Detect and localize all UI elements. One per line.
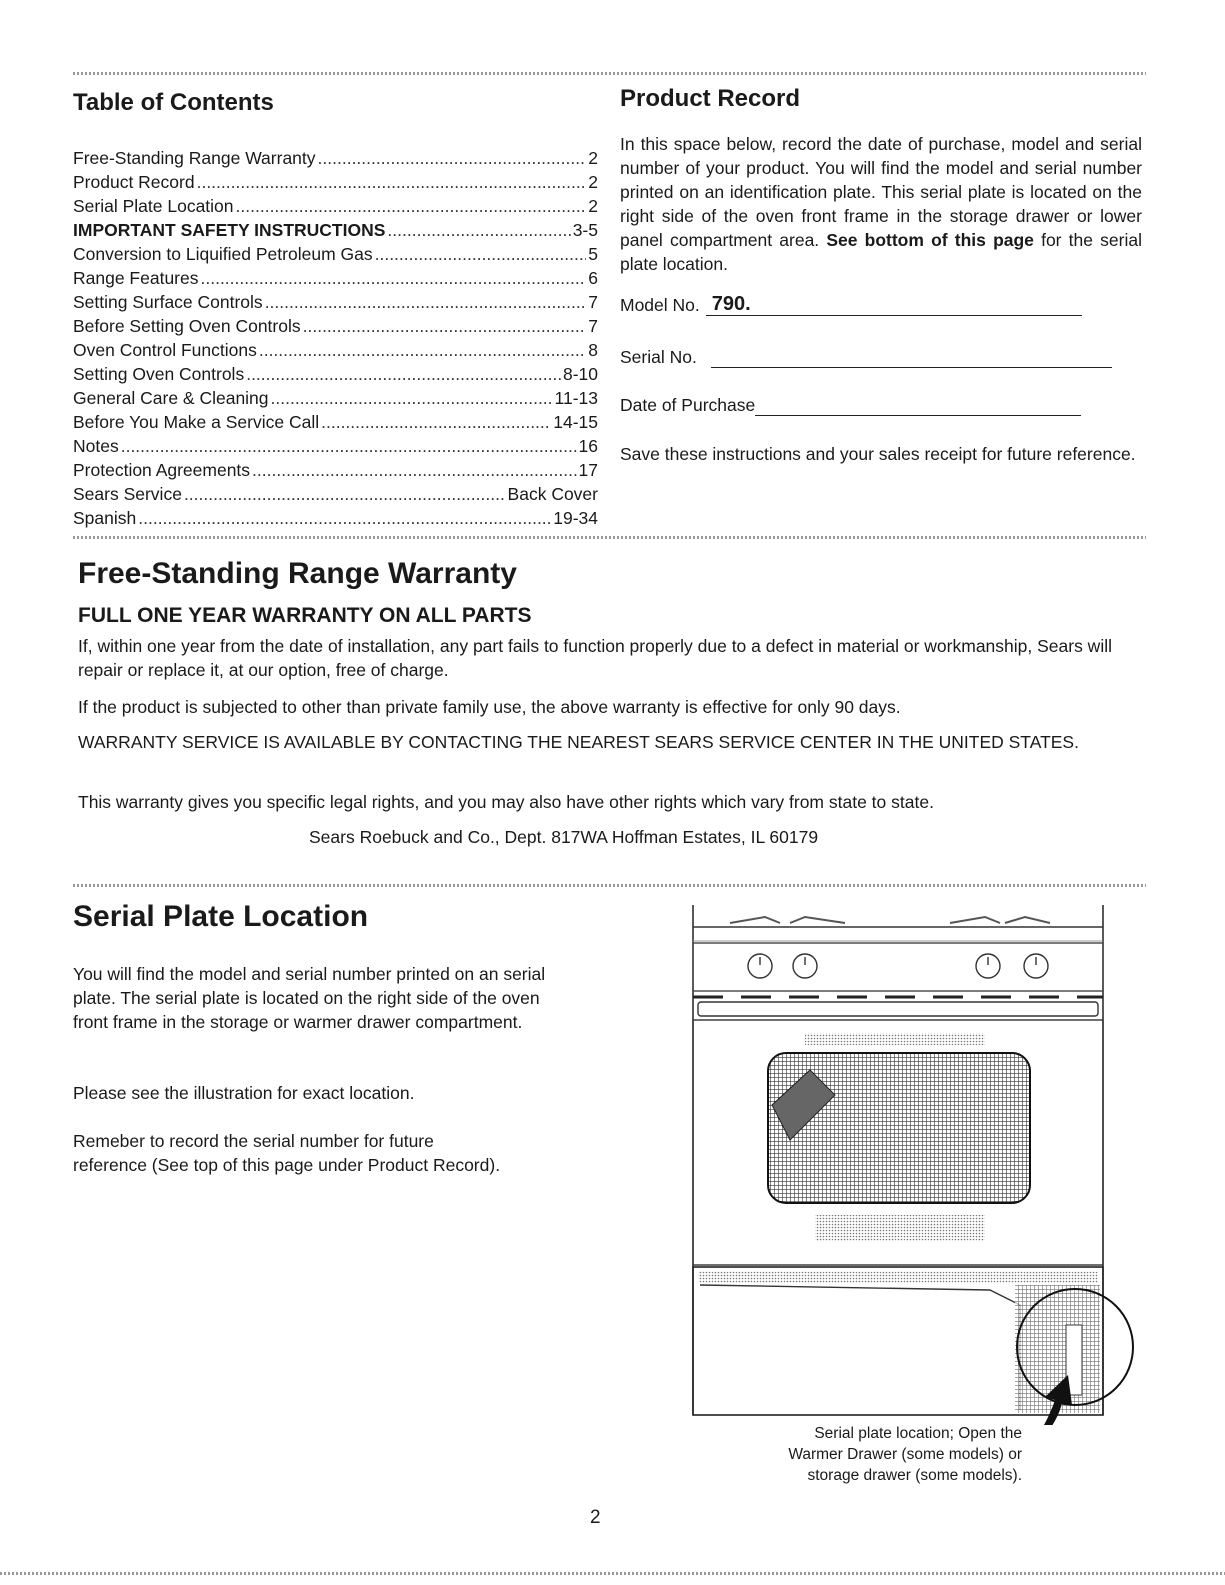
toc-leader-dots (303, 314, 587, 338)
product-record-intro-bold: See bottom of this page (826, 230, 1034, 250)
toc-item-label: General Care & Cleaning (73, 388, 269, 408)
toc-item-page: 3-5 (572, 220, 598, 240)
warranty-paragraph-3: WARRANTY SERVICE IS AVAILABLE BY CONTACTING THE NEAREST SEARS SERVICE CENTER IN THE UNITED STATES. (78, 732, 1079, 752)
middle-divider (73, 536, 1146, 539)
toc-item-page: 8-10 (562, 364, 598, 384)
date-value-line[interactable] (755, 393, 1081, 416)
page-number: 2 (590, 1507, 601, 1528)
toc-item (73, 362, 598, 386)
toc-leader-dots (271, 386, 553, 410)
toc-item (73, 482, 598, 506)
toc-item-label: Before You Make a Service Call (73, 412, 320, 432)
toc-item-page: 19-34 (553, 508, 598, 528)
toc-item-label: Notes (73, 436, 119, 456)
toc-item (73, 218, 598, 242)
toc-item-page: 7 (588, 292, 598, 312)
illustration-caption: Serial plate location; Open the Warmer Drawer (some models) or storage drawer (some models). (788, 1425, 1022, 1484)
toc-item (73, 314, 598, 338)
toc-leader-dots (318, 146, 587, 170)
toc-item-label: Before Setting Oven Controls (73, 316, 301, 336)
serial-label: Serial No. (620, 347, 697, 367)
toc-item-page: 7 (588, 316, 598, 336)
toc-item-page: 8 (588, 340, 598, 360)
toc-item-label: Free-Standing Range Warranty (73, 148, 316, 168)
product-record-intro-text: In this space below, record the date of purchase, model and serial number of your product. You will find the model and serial number printed on an identification plate. This serial plate is located on the right side of the oven front frame in the storage drawer or lower panel compartment area. (620, 134, 1142, 250)
toc-item-label: Product Record (73, 172, 195, 192)
toc-leader-dots (252, 458, 576, 482)
toc-item-label: Setting Oven Controls (73, 364, 245, 384)
toc-leader-dots (259, 338, 586, 362)
toc-item-label: Oven Control Functions (73, 340, 257, 360)
toc-item-page: Back Cover (507, 484, 598, 504)
toc-leader-dots (197, 170, 587, 194)
toc-item-page: 17 (578, 460, 598, 480)
toc-item-page: 6 (588, 268, 598, 288)
toc-item (73, 386, 598, 410)
toc-leader-dots (121, 434, 577, 458)
toc-item (73, 194, 598, 218)
toc-item (73, 242, 598, 266)
toc-item (73, 410, 598, 434)
date-of-purchase-field (620, 393, 1081, 416)
range-illustration (690, 905, 1140, 1425)
model-value[interactable]: 790. (706, 293, 1082, 316)
toc-item-label: Range Features (73, 268, 199, 288)
toc-item-page: 5 (588, 244, 598, 264)
toc-item (73, 290, 598, 314)
serial-title: Serial Plate Location (73, 900, 369, 933)
product-record-intro (620, 132, 1142, 276)
save-note: Save these instructions and your sales receipt for future reference. (620, 444, 1136, 464)
toc-item (73, 458, 598, 482)
oven-door-handle (693, 997, 1103, 1016)
top-divider (73, 72, 1146, 75)
warranty-paragraph-1: If, within one year from the date of installation, any part fails to function properly due to a defect in material or workmanship, Sears will repair or replace it, at our option, free of charge. (78, 636, 1112, 680)
serial-paragraph-1: You will find the model and serial number printed on an serial plate. The serial plate is located on the right side of the oven front frame in the storage or warmer drawer compartment. (73, 964, 546, 1032)
toc-item-page: 2 (588, 148, 598, 168)
toc-item-label: Serial Plate Location (73, 196, 234, 216)
toc-leader-dots (375, 242, 587, 266)
toc-item-page: 14-15 (553, 412, 598, 432)
toc-item (73, 338, 598, 362)
serial-paragraph-3: Remeber to record the serial number for future reference (See top of this page under Product Record). (73, 1131, 501, 1175)
toc-leader-dots (321, 410, 551, 434)
serial-value-line[interactable] (711, 345, 1112, 368)
bottom-divider (0, 1572, 1225, 1575)
toc-leader-dots (138, 506, 551, 530)
toc-item (73, 170, 598, 194)
toc-title: Table of Contents (73, 89, 274, 116)
toc-leader-dots (387, 218, 570, 242)
serial-number-field (620, 345, 1112, 368)
control-knobs (693, 943, 1103, 991)
warranty-paragraph-4: This warranty gives you specific legal rights, and you may also have other rights which vary from state to state. (78, 792, 934, 812)
warranty-title: Free-Standing Range Warranty (78, 557, 517, 590)
toc-item (73, 506, 598, 530)
product-record-title: Product Record (620, 85, 801, 112)
toc-list (73, 146, 598, 530)
warranty-address: Sears Roebuck and Co., Dept. 817WA Hoffman Estates, IL 60179 (309, 827, 819, 847)
lower-divider (73, 884, 1146, 887)
toc-leader-dots (184, 482, 506, 506)
toc-leader-dots (201, 266, 587, 290)
toc-item-page: 11-13 (554, 388, 598, 408)
warranty-paragraph-2: If the product is subjected to other than private family use, the above warranty is effective for only 90 days. (78, 697, 901, 717)
warmer-drawer (693, 1267, 1103, 1415)
toc-item-label: IMPORTANT SAFETY INSTRUCTIONS (73, 220, 386, 240)
date-label: Date of Purchase (620, 395, 756, 415)
toc-item-page: 2 (588, 172, 598, 192)
toc-item (73, 146, 598, 170)
toc-item-label: Conversion to Liquified Petroleum Gas (73, 244, 373, 264)
warranty-subtitle: FULL ONE YEAR WARRANTY ON ALL PARTS (78, 604, 532, 627)
toc-item (73, 266, 598, 290)
toc-item-label: Spanish (73, 508, 137, 528)
toc-item-label: Protection Agreements (73, 460, 251, 480)
toc-item (73, 434, 598, 458)
toc-leader-dots (265, 290, 587, 314)
model-label: Model No. (620, 295, 700, 315)
product-record-intro-end: for the serial plate location. (620, 230, 1142, 274)
toc-leader-dots (236, 194, 587, 218)
oven-door (693, 1020, 1103, 1265)
serial-paragraph-2: Please see the illustration for exact location. (73, 1083, 415, 1103)
toc-item-label: Sears Service (73, 484, 182, 504)
toc-leader-dots (246, 362, 561, 386)
toc-item-page: 2 (588, 196, 598, 216)
toc-item-page: 16 (578, 436, 598, 456)
toc-item-label: Setting Surface Controls (73, 292, 263, 312)
model-number-field (620, 293, 1082, 316)
